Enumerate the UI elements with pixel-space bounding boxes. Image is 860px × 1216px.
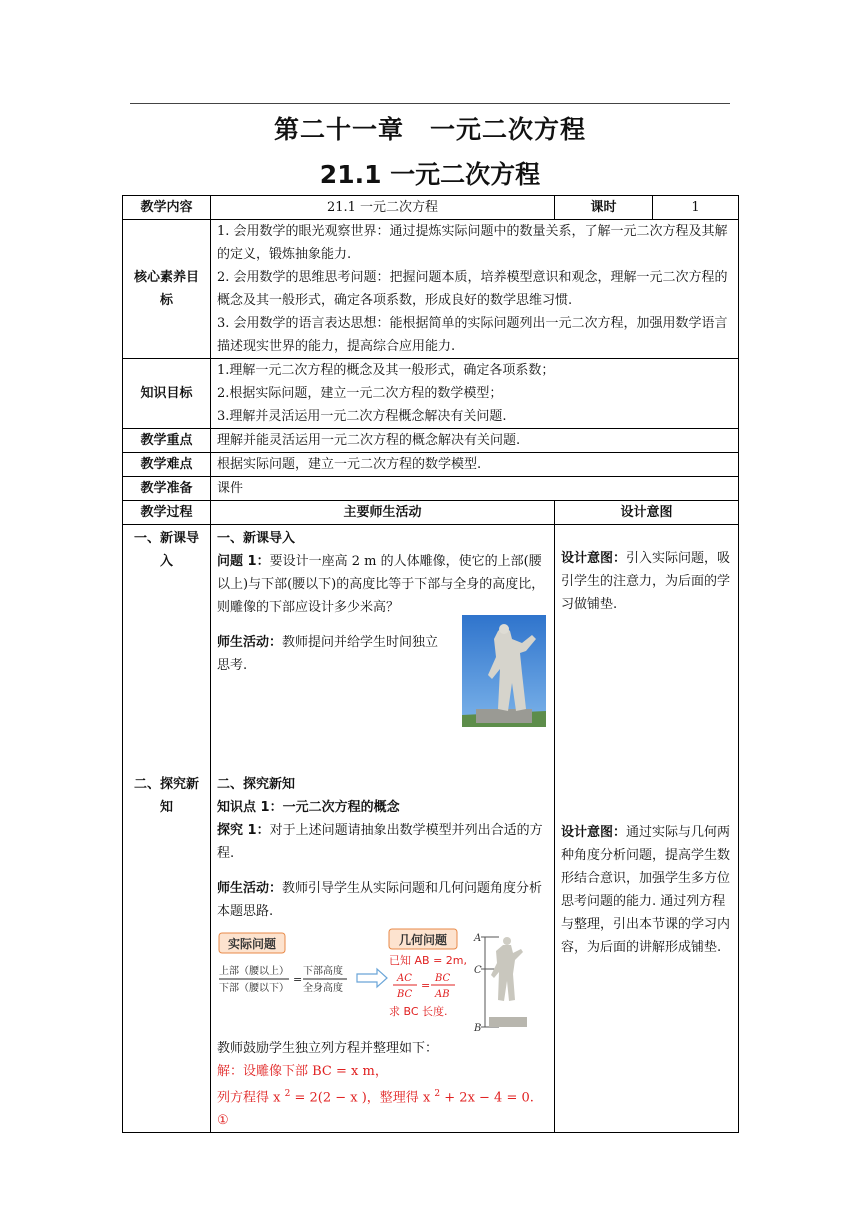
lower-height: 下部高度	[303, 966, 343, 977]
row-process-body	[123, 525, 739, 1133]
activity-2	[217, 877, 548, 923]
explore-1-text: 对于上述问题请抽象出数学模型并列出合适的方程.	[217, 823, 543, 861]
core-item-3: 3. 会用数学的语言表达思想：能根据简单的实际问题列出一元二次方程，加强用数学语言描述现实世界的能力，提高综合应用能力.	[217, 316, 728, 354]
section2-title: 二、探究新知	[217, 777, 296, 792]
svg-text:=: =	[293, 973, 303, 986]
row-teaching-content	[123, 196, 739, 220]
solution-line-2	[217, 1083, 548, 1132]
solution-line-2b: = 2(2 − x )，整理得 x	[290, 1090, 435, 1106]
intent-1-text: 引入实际问题，吸引学生的注意力，为后面的学习做铺垫.	[561, 551, 731, 612]
statue-figure	[489, 937, 527, 1027]
section1-block	[217, 527, 548, 773]
label-difficulty: 教学难点	[123, 453, 211, 477]
problem-1-label: 问题 1：	[217, 554, 270, 569]
intent-2-label: 设计意图：	[561, 825, 627, 840]
knowledge-point-1: 知识点 1：一元二次方程的概念	[217, 800, 400, 815]
intent-2-text: 通过实际与几何两种角度分析问题，提高学生数形结合意识，加强学生多方位思考问题的能力. 通过列方程与整理，引出本节课的学习内容，为后面的讲解形成铺垫.	[561, 825, 731, 955]
geometry-title: 几何问题	[398, 933, 448, 947]
solution-line-2a: 列方程得 x	[217, 1090, 285, 1106]
activity-2-text: 教师引导学生从实际问题和几何问题角度分析本题思路.	[217, 881, 543, 919]
value-period: 1	[653, 196, 739, 220]
point-a: A	[474, 933, 482, 944]
svg-text:=: =	[421, 979, 431, 992]
activity-1-label: 师生活动：	[217, 635, 283, 650]
label-core-literacy: 核心素养目标	[123, 220, 211, 359]
frac2-num: BC	[435, 973, 451, 984]
section2-block	[217, 773, 548, 1132]
label-preparation: 教学准备	[123, 477, 211, 501]
core-item-2: 2. 会用数学的思维思考问题：把握问题本质，培养模型意识和观念，理解一元二次方程的概念及其一般形式，确定各项系数，形成良好的数学思维习惯.	[217, 270, 728, 308]
sup-2b: 2	[434, 1089, 441, 1099]
stage-1: 一、新课导入	[133, 531, 199, 569]
model-diagram	[217, 927, 537, 1031]
frac1-num: AC	[397, 973, 412, 984]
row-difficulty	[123, 453, 739, 477]
value-preparation: 课件	[211, 477, 739, 501]
intent-column	[555, 525, 739, 1133]
total-height: 全身高度	[303, 983, 343, 994]
activities-column	[211, 525, 555, 1133]
chapter-title: 第二十一章 一元二次方程	[273, 115, 586, 144]
lesson-plan-table	[122, 195, 739, 1133]
encourage-text: 教师鼓励学生独立列方程并整理如下：	[217, 1041, 439, 1056]
label-period: 课时	[555, 196, 653, 220]
intent-1	[561, 527, 732, 821]
row-preparation	[123, 477, 739, 501]
point-b: B	[474, 1023, 482, 1031]
label-key-point: 教学重点	[123, 429, 211, 453]
row-key-point	[123, 429, 739, 453]
solution-line-2c: + 2x − 4 = 0. ①	[217, 1090, 534, 1129]
goal-item-3: 3.理解并灵活运用一元二次方程概念解决有关问题.	[217, 409, 507, 424]
problem-1	[217, 550, 548, 619]
activity-1-text: 教师提问并给学生时间独立思考.	[217, 635, 439, 673]
lower-part: 下部（腰以下）	[219, 983, 289, 994]
problem-1-text: 要设计一座高 2 m 的人体雕像，使它的上部(腰以上)与下部(腰以下)的高度比等于下部与全身的高度比，则雕像的下部应设计多少米高？	[217, 554, 545, 615]
goal-item-1: 1.理解一元二次方程的概念及其一般形式，确定各项系数；	[217, 363, 555, 378]
frac1-den: BC	[397, 989, 413, 1000]
header-intent: 设计意图	[555, 501, 739, 525]
intent-2	[561, 821, 732, 959]
value-difficulty: 根据实际问题，建立一元二次方程的数学模型.	[211, 453, 739, 477]
intent-1-label: 设计意图：	[561, 551, 627, 566]
statue-photo	[462, 615, 546, 727]
activity-1	[217, 631, 447, 677]
label-knowledge-goals: 知识目标	[123, 359, 211, 429]
label-teaching-content: 教学内容	[123, 196, 211, 220]
header-process: 教学过程	[123, 501, 211, 525]
activity-2-label: 师生活动：	[217, 881, 283, 896]
row-process-header	[123, 501, 739, 525]
practical-title: 实际问题	[227, 937, 277, 951]
find-text: 求 BC 长度.	[389, 1005, 448, 1018]
value-teaching-content: 21.1 一元二次方程	[211, 196, 555, 220]
arrow-icon	[357, 969, 387, 987]
section-title: 21.1 一元二次方程	[319, 160, 541, 189]
given-text: 已知 AB = 2m,	[389, 954, 467, 967]
stage-2: 二、探究新知	[133, 777, 199, 815]
point-c: C	[474, 965, 482, 976]
explore-1	[217, 819, 548, 865]
core-item-1: 1. 会用数学的眼光观察世界：通过提炼实际问题中的数量关系，了解一元二次方程及其解的定义，锻炼抽象能力.	[217, 224, 728, 262]
upper-part: 上部（腰以上）	[219, 966, 289, 977]
goal-item-2: 2.根据实际问题，建立一元二次方程的数学模型；	[217, 386, 503, 401]
explore-1-label: 探究 1：	[217, 823, 270, 838]
value-key-point: 理解并能灵活运用一元二次方程的概念解决有关问题.	[211, 429, 739, 453]
core-literacy-items	[211, 220, 739, 359]
row-core-literacy	[123, 220, 739, 359]
row-knowledge-goals	[123, 359, 739, 429]
frac2-den: AB	[435, 989, 450, 1000]
solution-line-1: 解：设雕像下部 BC = x m，	[217, 1064, 388, 1079]
header-rule	[130, 103, 730, 104]
knowledge-goal-items	[211, 359, 739, 429]
stage-column	[123, 525, 211, 1133]
section1-title: 一、新课导入	[217, 531, 296, 546]
sup-2a: 2	[284, 1089, 291, 1099]
header-activities: 主要师生活动	[211, 501, 555, 525]
